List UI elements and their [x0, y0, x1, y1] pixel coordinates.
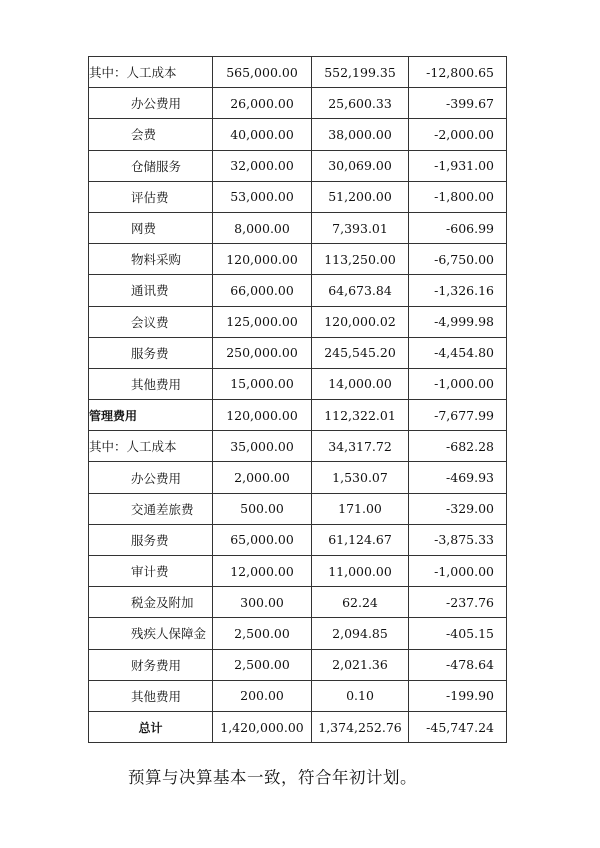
budget-amount-cell: 120,000.00 [213, 400, 312, 431]
row-name-cell: 办公费用 [89, 462, 213, 493]
budget-amount-cell: 250,000.00 [213, 337, 312, 368]
difference-cell: -405.15 [409, 618, 507, 649]
table-row [89, 368, 507, 399]
row-name-cell: 其他费用 [89, 680, 213, 711]
row-name-cell: 通讯费 [89, 275, 213, 306]
difference-cell: -2,000.00 [409, 119, 507, 150]
budget-amount-cell: 2,500.00 [213, 649, 312, 680]
row-name-cell: 残疾人保障金 [89, 618, 213, 649]
table-row [89, 462, 507, 493]
actual-amount-cell: 552,199.35 [312, 57, 409, 88]
actual-amount-cell: 11,000.00 [312, 556, 409, 587]
budget-amount-cell: 26,000.00 [213, 88, 312, 119]
table-row [89, 212, 507, 243]
difference-cell: -7,677.99 [409, 400, 507, 431]
table-row [89, 680, 507, 711]
row-name-cell: 物料采购 [89, 244, 213, 275]
row-name-cell: 会费 [89, 119, 213, 150]
difference-cell: -1,931.00 [409, 150, 507, 181]
actual-amount-cell: 61,124.67 [312, 524, 409, 555]
actual-amount-cell: 30,069.00 [312, 150, 409, 181]
actual-amount-cell: 112,322.01 [312, 400, 409, 431]
table-row [89, 649, 507, 680]
budget-amount-cell: 300.00 [213, 587, 312, 618]
difference-cell: -237.76 [409, 587, 507, 618]
difference-cell: -3,875.33 [409, 524, 507, 555]
table-row [89, 150, 507, 181]
difference-cell: -4,999.98 [409, 306, 507, 337]
difference-cell: -1,000.00 [409, 368, 507, 399]
actual-amount-cell: 171.00 [312, 493, 409, 524]
actual-amount-cell: 38,000.00 [312, 119, 409, 150]
table-row [89, 493, 507, 524]
actual-amount-cell: 25,600.33 [312, 88, 409, 119]
difference-cell: -682.28 [409, 431, 507, 462]
actual-amount-cell: 62.24 [312, 587, 409, 618]
budget-amount-cell: 125,000.00 [213, 306, 312, 337]
actual-amount-cell: 245,545.20 [312, 337, 409, 368]
difference-cell: -1,000.00 [409, 556, 507, 587]
row-name-cell: 仓储服务 [89, 150, 213, 181]
budget-amount-cell: 565,000.00 [213, 57, 312, 88]
budget-amount-cell: 2,000.00 [213, 462, 312, 493]
table-row [89, 119, 507, 150]
difference-cell: -199.90 [409, 680, 507, 711]
row-name-cell: 会议费 [89, 306, 213, 337]
row-name-cell: 其中：人工成本 [89, 57, 213, 88]
budget-amount-cell: 1,420,000.00 [213, 711, 312, 742]
actual-amount-cell: 2,021.36 [312, 649, 409, 680]
actual-amount-cell: 64,673.84 [312, 275, 409, 306]
budget-amount-cell: 120,000.00 [213, 244, 312, 275]
table-row [89, 57, 507, 88]
budget-amount-cell: 15,000.00 [213, 368, 312, 399]
actual-amount-cell: 113,250.00 [312, 244, 409, 275]
actual-amount-cell: 34,317.72 [312, 431, 409, 462]
row-name-cell: 其他费用 [89, 368, 213, 399]
budget-amount-cell: 500.00 [213, 493, 312, 524]
row-name-cell: 网费 [89, 212, 213, 243]
budget-amount-cell: 35,000.00 [213, 431, 312, 462]
row-name-cell: 办公费用 [89, 88, 213, 119]
table-row [89, 337, 507, 368]
budget-amount-cell: 66,000.00 [213, 275, 312, 306]
summary-note: 预算与决算基本一致，符合年初计划。 [128, 768, 417, 787]
row-name-cell: 其中：人工成本 [89, 431, 213, 462]
difference-cell: -4,454.80 [409, 337, 507, 368]
table-row [89, 88, 507, 119]
row-name-cell: 服务费 [89, 337, 213, 368]
difference-cell: -469.93 [409, 462, 507, 493]
row-name-cell: 服务费 [89, 524, 213, 555]
table-row [89, 306, 507, 337]
difference-cell: -1,326.16 [409, 275, 507, 306]
actual-amount-cell: 2,094.85 [312, 618, 409, 649]
table-row [89, 181, 507, 212]
budget-amount-cell: 12,000.00 [213, 556, 312, 587]
row-name-cell: 总计 [89, 711, 213, 742]
difference-cell: -606.99 [409, 212, 507, 243]
actual-amount-cell: 0.10 [312, 680, 409, 711]
row-name-cell: 审计费 [89, 556, 213, 587]
table-row [89, 431, 507, 462]
actual-amount-cell: 51,200.00 [312, 181, 409, 212]
row-name-cell: 评估费 [89, 181, 213, 212]
budget-amount-cell: 2,500.00 [213, 618, 312, 649]
difference-cell: -1,800.00 [409, 181, 507, 212]
difference-cell: -399.67 [409, 88, 507, 119]
budget-table [88, 56, 507, 743]
actual-amount-cell: 14,000.00 [312, 368, 409, 399]
budget-table-body [89, 57, 507, 743]
table-row [89, 524, 507, 555]
table-row [89, 587, 507, 618]
table-row [89, 244, 507, 275]
table-row [89, 711, 507, 742]
difference-cell: -12,800.65 [409, 57, 507, 88]
actual-amount-cell: 1,530.07 [312, 462, 409, 493]
budget-amount-cell: 8,000.00 [213, 212, 312, 243]
budget-amount-cell: 200.00 [213, 680, 312, 711]
actual-amount-cell: 7,393.01 [312, 212, 409, 243]
row-name-cell: 交通差旅费 [89, 493, 213, 524]
table-row [89, 400, 507, 431]
difference-cell: -6,750.00 [409, 244, 507, 275]
row-name-cell: 管理费用 [89, 400, 213, 431]
actual-amount-cell: 1,374,252.76 [312, 711, 409, 742]
table-row [89, 556, 507, 587]
difference-cell: -478.64 [409, 649, 507, 680]
budget-amount-cell: 32,000.00 [213, 150, 312, 181]
table-row [89, 618, 507, 649]
actual-amount-cell: 120,000.02 [312, 306, 409, 337]
budget-amount-cell: 40,000.00 [213, 119, 312, 150]
difference-cell: -45,747.24 [409, 711, 507, 742]
row-name-cell: 税金及附加 [89, 587, 213, 618]
row-name-cell: 财务费用 [89, 649, 213, 680]
budget-amount-cell: 53,000.00 [213, 181, 312, 212]
budget-amount-cell: 65,000.00 [213, 524, 312, 555]
table-row [89, 275, 507, 306]
difference-cell: -329.00 [409, 493, 507, 524]
